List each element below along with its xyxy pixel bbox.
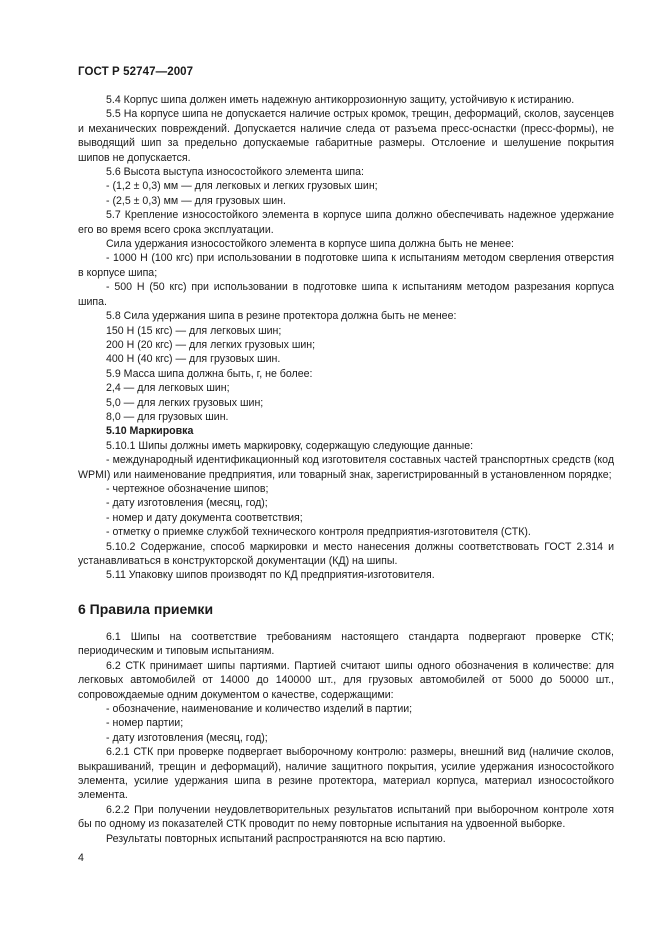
paragraph: - номер партии;: [106, 717, 184, 730]
paragraph: 5.10 Маркировка: [106, 425, 194, 438]
paragraph: 5.11 Упаковку шипов производят по КД предприятия-изготовителя.: [106, 569, 435, 582]
paragraph: - международный идентификационный код изготовителя составных частей транспортных средств (код WPMI) или наименование предприятия, или товарный знак, зарегистрированный в установленном порядке;: [78, 454, 614, 481]
paragraph: 5.8 Сила удержания шипа в резине протектора должна быть не менее:: [106, 310, 457, 323]
paragraph: 6.1 Шипы на соответствие требованиям настоящего стандарта подвергают проверке СТК; периодическим и типовым испытаниям.: [78, 631, 614, 658]
paragraph: - 500 Н (50 кгс) при использовании в подготовке шипа к испытаниям методом разрезания корпуса шипа.: [78, 281, 614, 308]
paragraph: - 1000 Н (100 кгс) при использовании в подготовке шипа к испытаниям методом сверления отверстия в корпусе шипа;: [78, 252, 614, 279]
paragraph: - дату изготовления (месяц, год);: [106, 497, 268, 510]
paragraph: 5,0 — для легких грузовых шин;: [106, 396, 264, 409]
paragraph: 200 Н (20 кгс) — для легких грузовых шин;: [106, 338, 316, 351]
paragraph: - чертежное обозначение шипов;: [106, 482, 269, 495]
paragraph: 5.9 Масса шипа должна быть, г, не более:: [106, 367, 313, 380]
paragraph: 150 Н (15 кгс) — для легковых шин;: [106, 324, 282, 337]
paragraph: 5.7 Крепление износостойкого элемента в корпусе шипа должно обеспечивать надежное удержание его во время всего срока эксплуатации.: [78, 209, 614, 236]
section-5-body: [78, 93, 614, 583]
paragraph: Сила удержания износостойкого элемента в корпусе шипа должна быть не менее:: [106, 238, 514, 251]
paragraph: - обозначение, наименование и количество изделий в партии;: [106, 703, 413, 716]
paragraph: 6.2.2 При получении неудовлетворительных результатов испытаний при выборочном контроле хотя бы по одному из показателей СТК проводит по нему повторные испытания на удвоенной выборке.: [78, 803, 614, 831]
paragraph: 6.2 СТК принимает шипы партиями. Партией считают шипы одного обозначения в количестве: для легковых автомобилей от 14000 до 140000 шт., для грузовых автомобилей от 5000 до 50000 шт., сопровождаемые одним документом о качестве, содержащими:: [78, 659, 614, 701]
document-header: ГОСТ Р 52747—2007: [78, 66, 194, 78]
paragraph: - дату изготовления (месяц, год);: [106, 731, 268, 744]
paragraph: 5.6 Высота выступа износостойкого элемента шипа:: [106, 166, 364, 179]
paragraph: 5.10.2 Содержание, способ маркировки и место нанесения должны соответствовать ГОСТ 2.314 и устанавливаться в конструкторской документации (КД) на шипы.: [78, 540, 614, 567]
page-number: 4: [78, 852, 84, 864]
paragraph: 400 Н (40 кгс) — для грузовых шин.: [106, 353, 281, 366]
paragraph: 8,0 — для грузовых шин.: [106, 410, 229, 423]
paragraph: 5.5 На корпусе шипа не допускается наличие острых кромок, трещин, деформаций, сколов, заусенцев и механических повреждений. Допускается наличие следа от разъема пресс-оснастки (пресс-формы), не выводящий шип за предельно допускаемые габаритные размеры. Отслоение и шелушение покрытия шипов не допускается.: [78, 108, 614, 164]
section-6-title: 6 Правила приемки: [78, 601, 214, 617]
paragraph: - номер и дату документа соответствия;: [106, 511, 303, 524]
paragraph: - (1,2 ± 0,3) мм — для легковых и легких грузовых шин;: [106, 180, 378, 193]
paragraph: Результаты повторных испытаний распространяются на всю партию.: [106, 832, 446, 845]
paragraph: 6.2.1 СТК при проверке подвергает выборочному контролю: размеры, внешний вид (наличие сколов, выкрашиваний, трещин и деформаций), наличие защитного покрытия, усилие удержания износостойкого элемента, усилие удержания шипа в резине протектора, материал корпуса, материал износостойкого элемента.: [78, 746, 614, 802]
section-6-body: [78, 630, 614, 846]
paragraph: 5.10.1 Шипы должны иметь маркировку, содержащую следующие данные:: [106, 439, 474, 452]
paragraph: 5.4 Корпус шипа должен иметь надежную антикоррозионную защиту, устойчивую к истиранию.: [106, 94, 575, 106]
paragraph: 2,4 — для легковых шин;: [106, 382, 230, 395]
paragraph: - (2,5 ± 0,3) мм — для грузовых шин.: [106, 194, 286, 207]
paragraph: - отметку о приемке службой технического контроля предприятия-изготовителя (СТК).: [106, 526, 531, 539]
